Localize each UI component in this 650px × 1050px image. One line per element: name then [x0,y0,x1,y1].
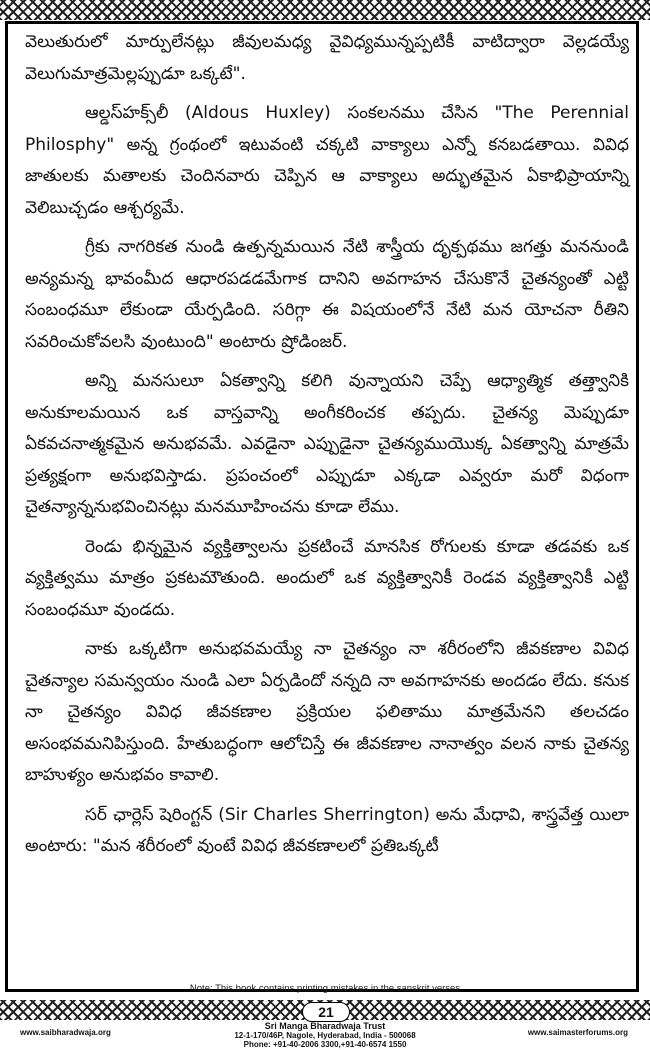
paragraph: రెండు భిన్నమైన వ్యక్తిత్వాలను ప్రకటించే మానసిక రోగులకు కూడా తడవకు ఒక వ్యక్తిత్వము మాత్రం ప్రకటమౌతుంది. అందులో ఒక వ్యక్తిత్వానికీ రెండవ వ్యక్తిత్వానికీ ఎట్టి సంబంధమూ వుండదు. [25,536,629,620]
footer-trust-name: Sri Manga Bharadwaja Trust [264,1021,386,1031]
page-number: 21 [302,1002,350,1022]
paragraph: ఆల్డస్‌హక్స్‌లీ (Aldous Huxley) సంకలనము చేసిన "The Perennial Philosphy" అన్న గ్రంథంలో ఇటువంటి చక్కటి వాక్యాలు ఎన్నో కనబడతాయి. వివిధ జాతులకు మతాలకు చెందినవారు చెప్పిన ఆ వాక్యాలు అద్భుతమైన ఏకాభిప్రాయాన్ని వెలిబుచ్చడం ఆశ్చర్యమే. [25,103,629,218]
paragraph: వెలుతురులో మార్పులేనట్లు జీవులమధ్య వైవిధ్యమున్నప్పటికీ వాటిద్వారా వెల్లడయ్యే వెలుగుమాత్రమెల్లప్పుడూ ఒక్కటే". [25,32,629,84]
page-body [25,27,629,863]
paragraph: గ్రీకు నాగరికత నుండి ఉత్పన్నమయిన నేటి శాస్త్రీయ దృక్పథము జగత్తు మననుండి అన్యమన్న భావంమీద ఆధారపడడమేగాక దానిని అవగాహన చేసుకొనే చైతన్యంతో ఎట్టి సంబంధమూ లేకుండా యేర్పడింది. సరిగ్గా ఈ విషయంలోనే నేటి మన యోచనా రీతిని సవరించుకోవలసి వుంటుంది" అంటారు ష్రోడింజర్. [25,237,629,352]
footer-website-right: www.saimasterforums.org [527,1028,628,1037]
footer-phone: Phone: +91-40-2006 3300,+91-40-6574 1550 [243,1040,407,1049]
paragraph: సర్ ఛార్లెస్ షెరింగ్టన్ (Sir Charles Sherrington) అను మేధావి, శాస్త్రవేత్త యిలా అంటారు: "మన శరీరంలో వుంటే వివిధ జీవకణాలలో ప్రతిఒక్కటీ [25,804,629,856]
paragraph: నాకు ఒక్కటిగా అనుభవమయ్యే నా చైతన్యం నా శరీరంలోని జీవకణాల వివిధ చైతన్యాల సమన్వయం నుండి ఎలా ఏర్పడిందో నన్నది నా అవగాహనకు అందడం లేదు. కనుక నా చైతన్యం వివిధ జీవకణాల ప్రక్రియల ఫలితాము మాత్రమేనని తలచడం అసంభవమనిపిస్తుంది. హేతుబద్ధంగా ఆలోచిస్తే ఈ జీవకణాల నానాత్వం వలన నాకు చైతన్య బాహుళ్యం అనుభవం కావాలి. [25,639,629,785]
paragraph: అన్ని మనసులూ ఏకత్వాన్ని కలిగి వున్నాయని చెప్పే ఆధ్యాత్మిక తత్త్వానికి అనుకూలమయిన ఒక వాస్తవాన్ని అంగీకరించక తప్పదు. చైతన్య మెప్పుడూ ఏకవచనాత్మకమైన అనుభవమే. ఎవడైనా ఎప్పుడైనా చైతన్యముయొక్క ఏకత్వాన్ని మాత్రమే ప్రత్యక్షంగా అనుభవిస్తాడు. ప్రపంచంలో ఎప్పుడూ ఎక్కడా ఎవ్వరూ మరో విధంగా చైతన్యాన్ననుభవించినట్లు మనమూహించను కూడా లేము. [25,371,629,517]
decorative-border-top [0,0,650,20]
printing-note: Note: This book contains printing mistakes in the sanskrit verses [189,983,461,994]
footer-address: 12-1-170/46P, Nagole, Hyderabad, India - 500068 [234,1031,416,1040]
footer-website-left: www.saibharadwaja.org [20,1028,111,1037]
